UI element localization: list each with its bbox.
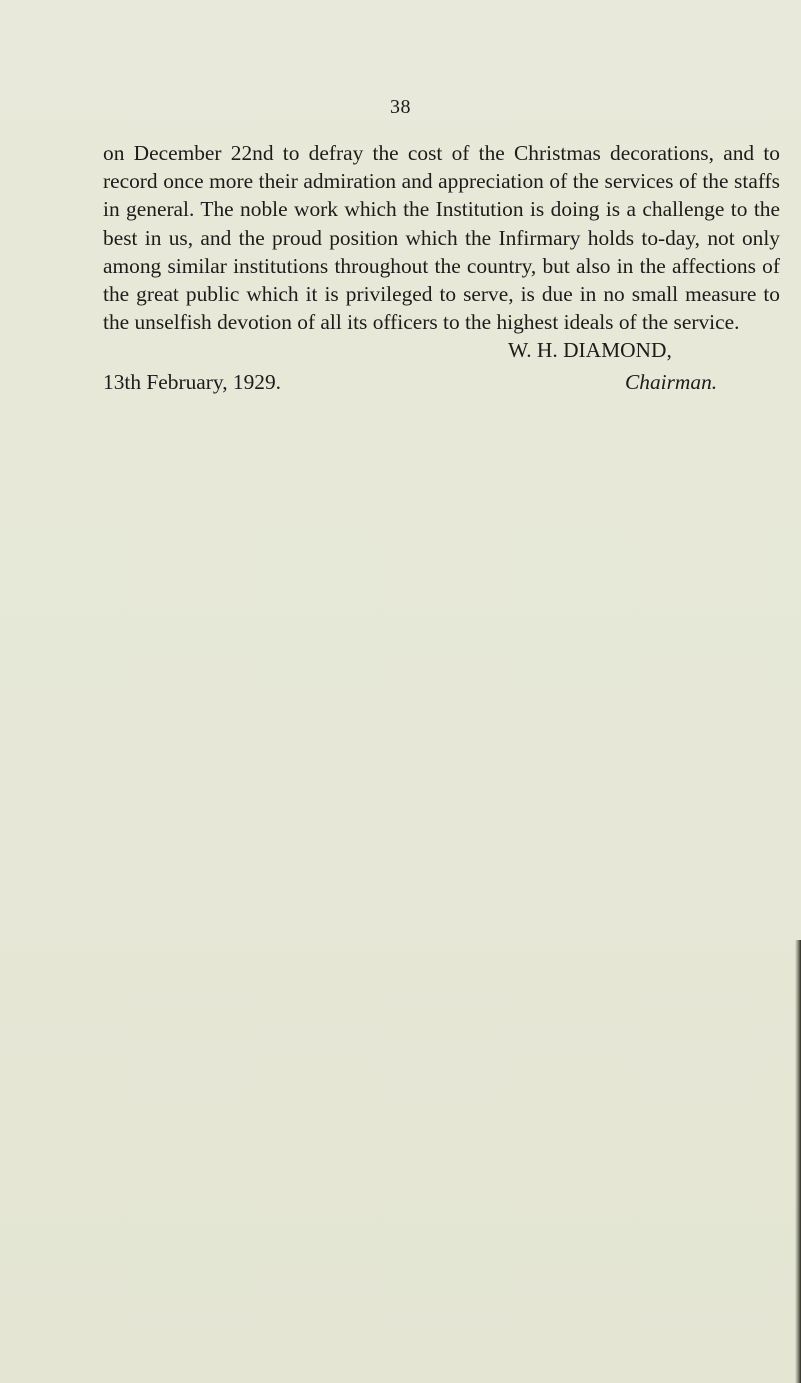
body-paragraph: on December 22nd to defray the cost of the Christmas decorations, and to record once more their admiration and appreciation of the services of the staffs in general. The noble work which the Institution is doing is a challenge to the best in us, and the proud position which the Infirmary holds to-day, not only among similar institutions throughout the country, but also in the affections of the great public which it is privileged to serve, is due in no small measure to the unselfish devotion of all its officers to the highest ideals of the service.	[103, 141, 780, 335]
signature-name: W. H. DIAMOND,	[508, 338, 672, 362]
page-edge-shadow	[795, 940, 801, 1383]
date-line: 13th February, 1929.	[103, 370, 282, 394]
signature-title: Chairman.	[625, 370, 718, 394]
page-number: 38	[390, 96, 411, 118]
